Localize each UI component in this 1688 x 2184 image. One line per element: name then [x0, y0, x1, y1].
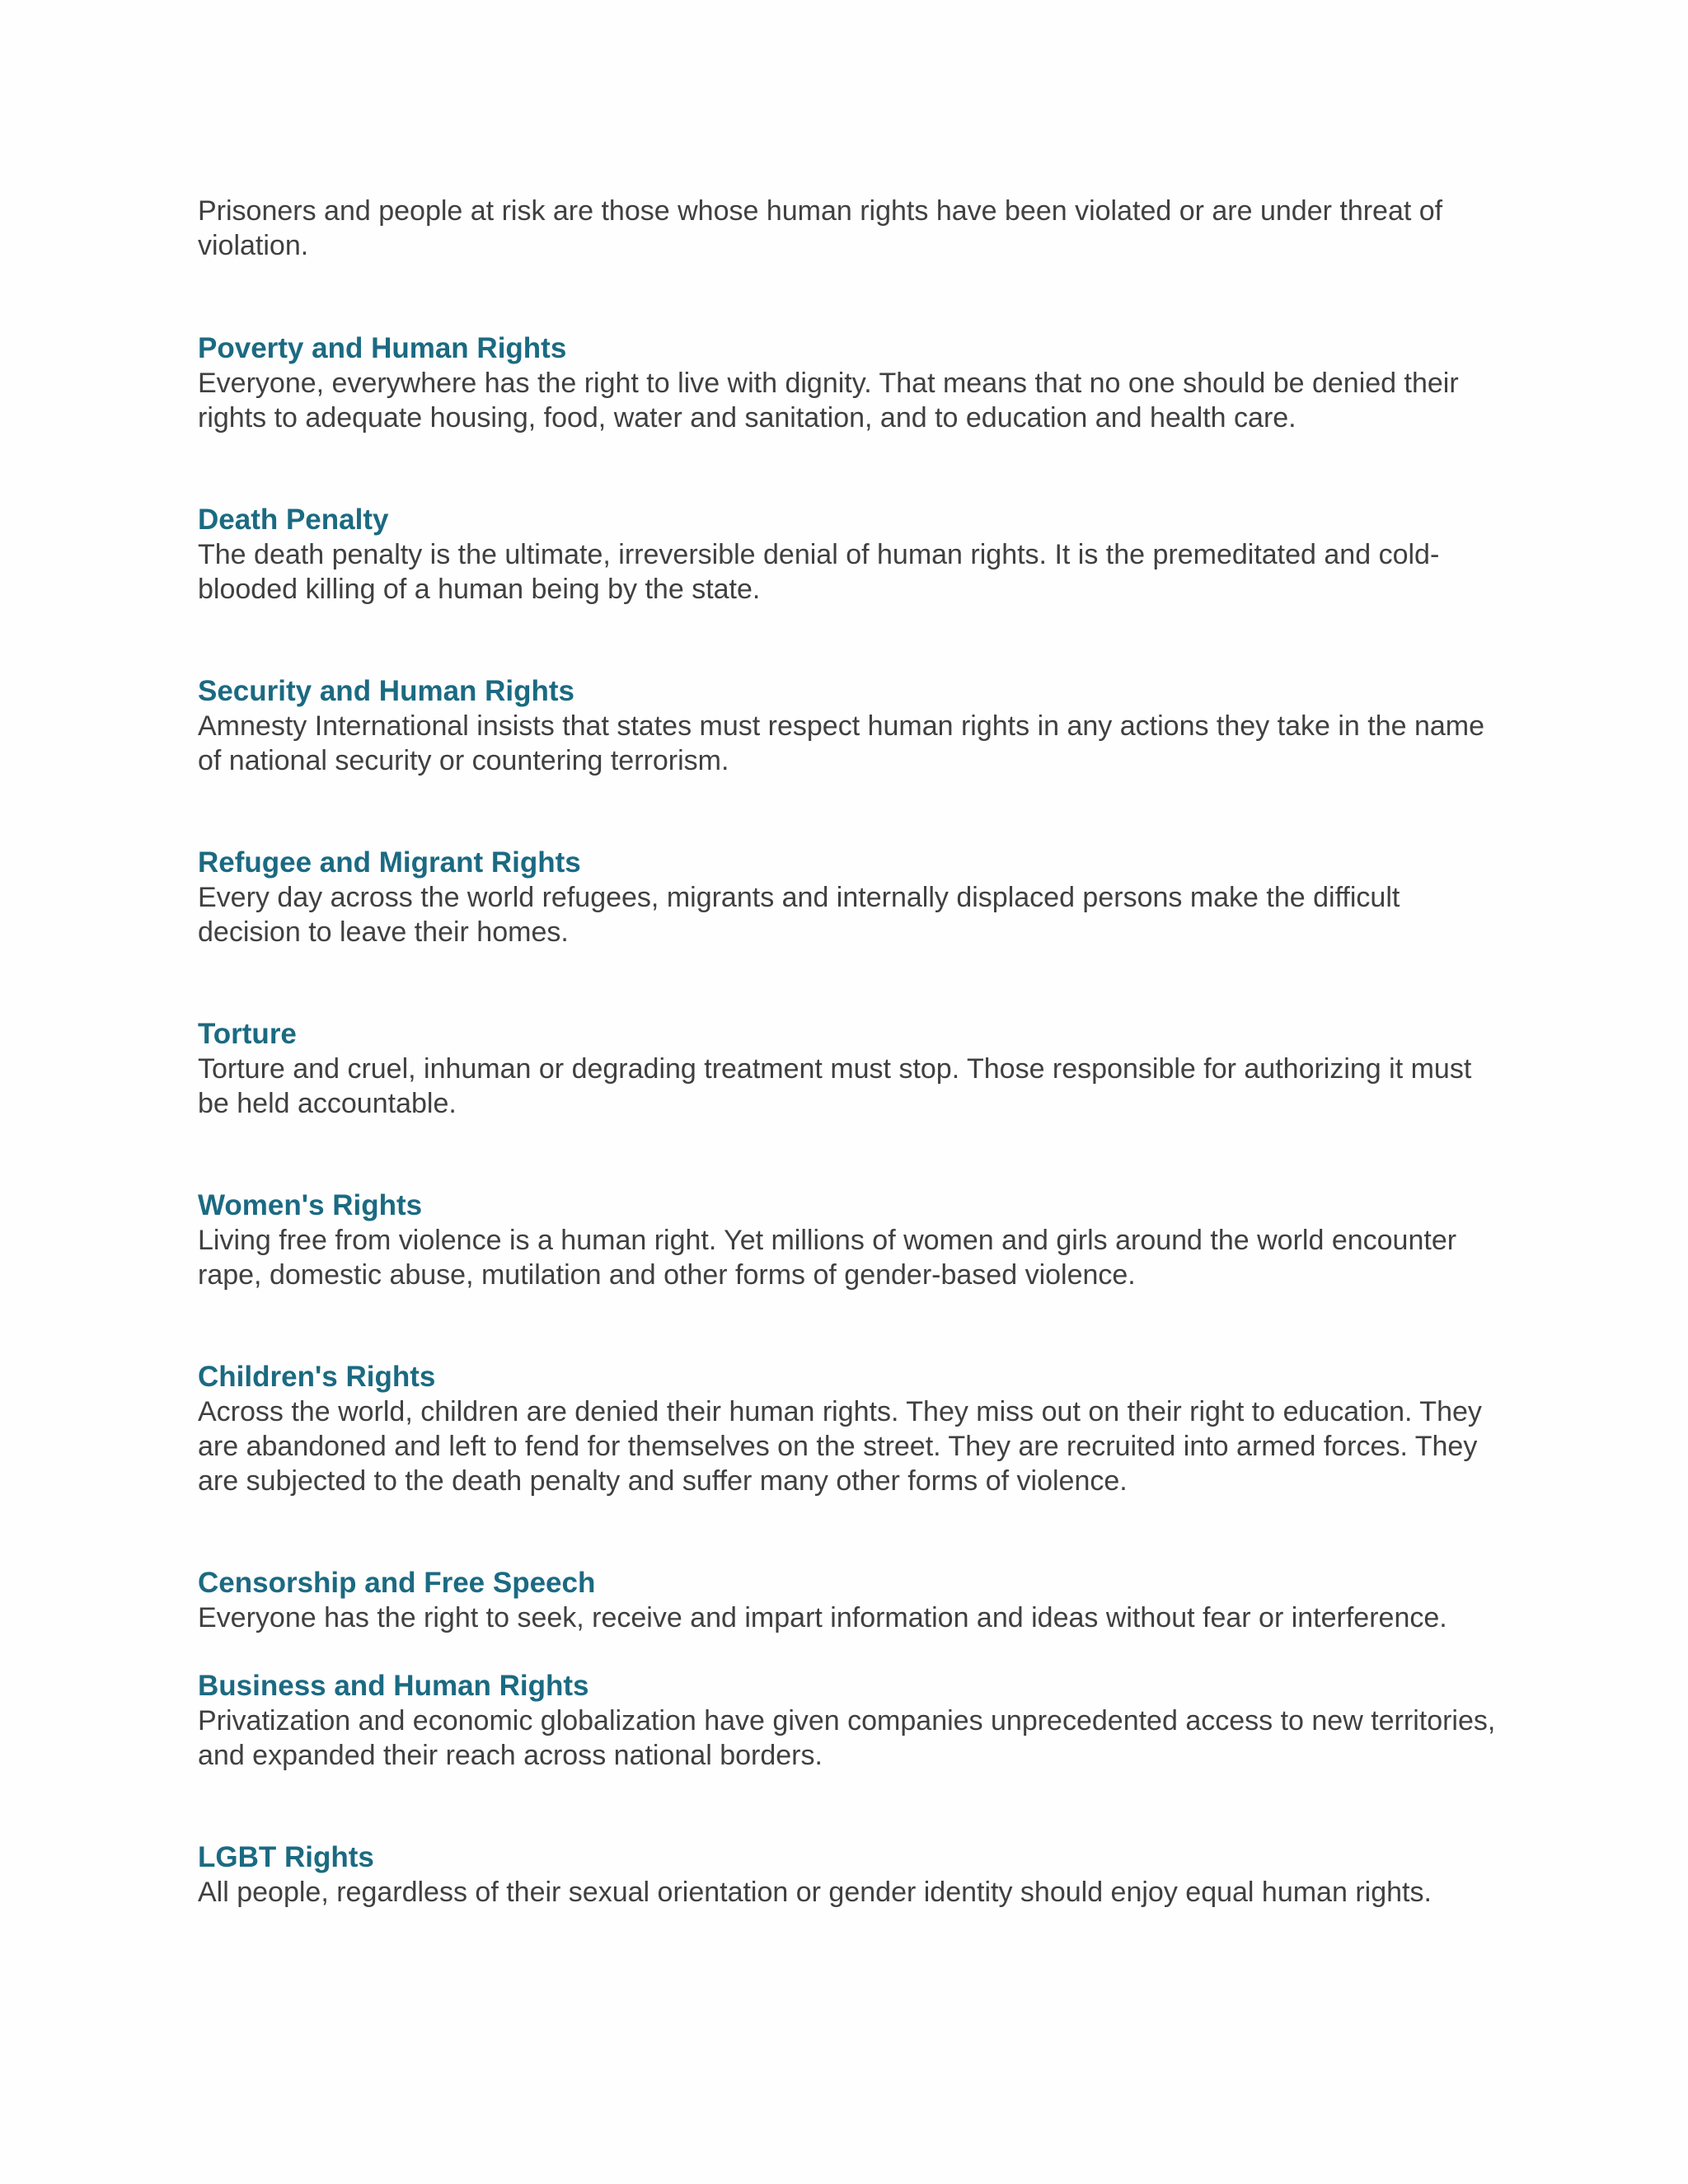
section-heading: Death Penalty: [198, 504, 389, 536]
section-text: All people, regardless of their sexual orientation or gender identity should enjoy equal human rights.: [198, 1877, 1432, 1908]
section-childrens-rights: [198, 1360, 1500, 1498]
section-security: [198, 674, 1500, 778]
section-business: [198, 1669, 1500, 1773]
section-text: Every day across the world refugees, migrants and internally displaced persons make the difficult decision to leave their homes.: [198, 882, 1400, 948]
intro-block: [198, 194, 1500, 263]
section-censorship: [198, 1566, 1500, 1635]
section-heading: Business and Human Rights: [198, 1670, 589, 1702]
section-text: Everyone has the right to seek, receive and impart information and ideas without fear or interference.: [198, 1602, 1447, 1633]
section-lgbt: [198, 1840, 1500, 1910]
section-womens-rights: [198, 1188, 1500, 1292]
section-text: Across the world, children are denied their human rights. They miss out on their right to education. They are abandoned and left to fend for themselves on the street. They are recruited into armed forces. They are subjected to the death penalty and suffer many other forms of violence.: [198, 1396, 1482, 1497]
section-text: Living free from violence is a human right. Yet millions of women and girls around the world encounter rape, domestic abuse, mutilation and other forms of gender-based violence.: [198, 1225, 1457, 1291]
section-text: Everyone, everywhere has the right to live with dignity. That means that no one should be denied their rights to adequate housing, food, water and sanitation, and to education and health care.: [198, 368, 1459, 434]
intro-text: Prisoners and people at risk are those whose human rights have been violated or are under threat of violation.: [198, 195, 1443, 261]
section-heading: Women's Rights: [198, 1189, 423, 1221]
section-text: Torture and cruel, inhuman or degrading treatment must stop. Those responsible for authorizing it must be held accountable.: [198, 1053, 1472, 1119]
section-heading: Security and Human Rights: [198, 675, 575, 707]
section-heading: Torture: [198, 1018, 297, 1050]
section-text: The death penalty is the ultimate, irreversible denial of human rights. It is the premeditated and cold-blooded killing of a human being by the state.: [198, 539, 1440, 605]
section-poverty: [198, 331, 1500, 435]
section-text: Amnesty International insists that states must respect human rights in any actions they take in the name of national security or countering terrorism.: [198, 710, 1485, 776]
section-heading: Children's Rights: [198, 1361, 436, 1393]
section-heading: Refugee and Migrant Rights: [198, 846, 581, 879]
section-refugee: [198, 846, 1500, 949]
section-death-penalty: [198, 503, 1500, 607]
section-torture: [198, 1017, 1500, 1121]
section-heading: Censorship and Free Speech: [198, 1567, 596, 1599]
section-text: Privatization and economic globalization have given companies unprecedented access to new territories, and expanded their reach across national borders.: [198, 1705, 1496, 1771]
section-heading: Poverty and Human Rights: [198, 332, 567, 364]
section-heading: LGBT Rights: [198, 1841, 374, 1873]
